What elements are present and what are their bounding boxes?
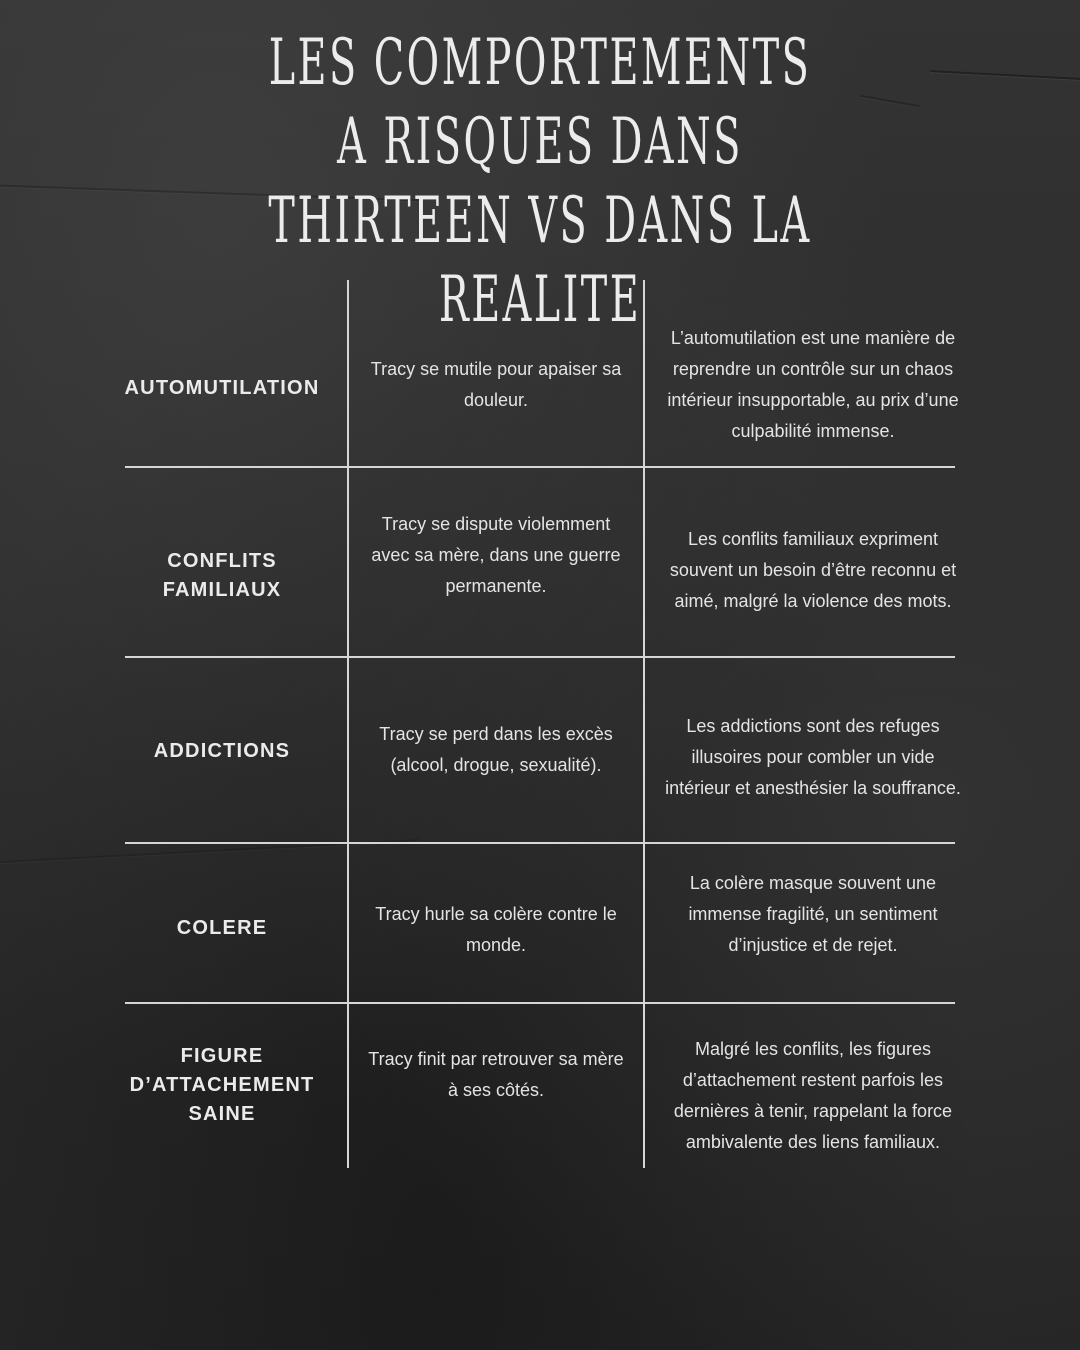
row-label-colere: COLERE [176,916,268,939]
reality-cell-conflits-familiaux: Les conflits familiaux expriment souvent un besoin d’être reconnu et aimé, malgré la violence des mots. [669,528,957,611]
reality-cell-colere: La colère masque souvent une immense fragilité, un sentiment d’injustice et de rejet. [688,872,938,955]
reality-cell-automutilation: L’automutilation est une manière de reprendre un contrôle sur un chaos intérieur insupportable, au prix d’une culpabilité immense. [667,328,959,441]
reality-cell-figure-attachement: Malgré les conflits, les figures d’attachement restent parfois les dernières à tenir, rappelant la force ambivalente des liens familiaux. [673,1039,953,1152]
film-cell-figure-attachement: Tracy finit par retrouver sa mère à ses côtés. [368,1049,624,1100]
column-divider [347,280,349,1168]
page-title: LES COMPORTEMENTS A RISQUES DANS THIRTEEN VS DANS LA REALITE [268,26,812,337]
column-divider [643,280,645,1168]
row-label-addictions: ADDICTIONS [153,739,291,762]
row-label-automutilation: AUTOMUTILATION [124,376,320,399]
film-cell-conflits-familiaux: Tracy se dispute violemment avec sa mère, dans une guerre permanente. [371,513,621,596]
film-cell-addictions: Tracy se perd dans les excès (alcool, drogue, sexualité). [379,724,613,775]
film-cell-colere: Tracy hurle sa colère contre le monde. [375,904,617,955]
row-divider [125,1002,955,1004]
row-label-figure-attachement: FIGURE D’ATTACHEMENT SAINE [129,1044,315,1125]
film-cell-automutilation: Tracy se mutile pour apaiser sa douleur. [370,359,622,410]
row-divider [125,842,955,844]
row-label-conflits-familiaux: CONFLITS FAMILIAUX [162,550,282,601]
reality-cell-addictions: Les addictions sont des refuges illusoires pour combler un vide intérieur et anesthésier la souffrance. [665,715,961,798]
